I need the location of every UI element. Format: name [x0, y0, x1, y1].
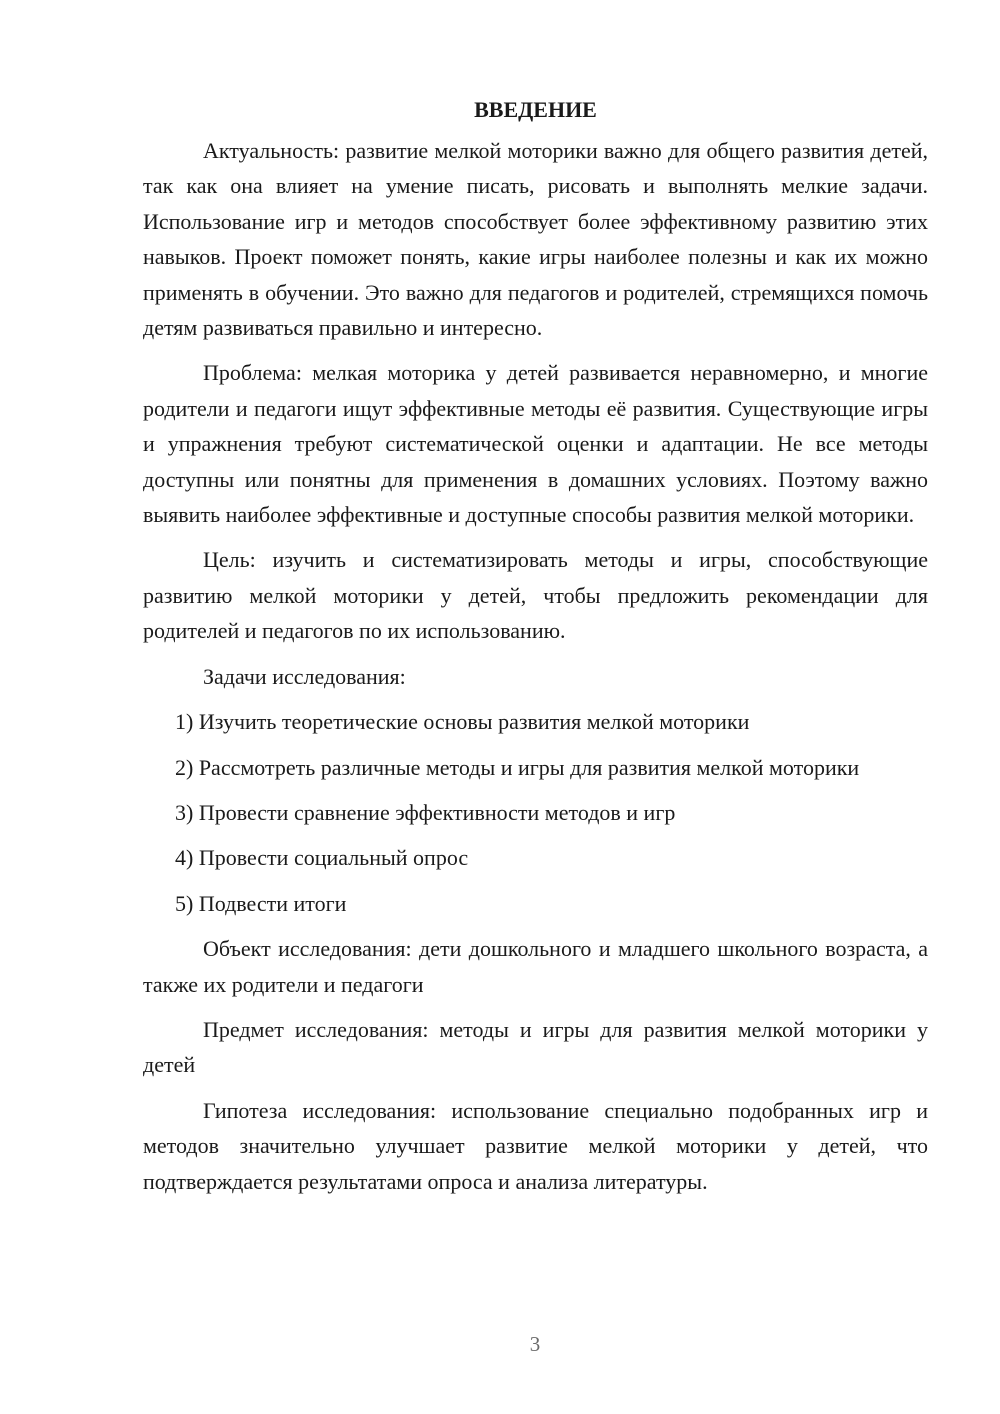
goal-paragraph: Цель: изучить и систематизировать методы и игры, способствующие развитию мелкой моторики у детей, чтобы предложить рекомендации для родителей и педагогов по их использованию. [143, 547, 928, 644]
relevance-paragraph: Актуальность: развитие мелкой моторики важно для общего развития детей, так как она влияет на умение писать, рисовать и выполнять мелкие задачи. Использование игр и методов способствует более эффективному развитию этих навыков. Проект поможет понять, какие игры наиболее полезны и как их можно применять в обучении. Это важно для педагогов и родителей, стремящихся помочь детям развиваться правильно и интересно. [143, 138, 928, 341]
section-title: ВВЕДЕНИЕ [474, 97, 597, 122]
task-item: 3) Провести сравнение эффективности методов и игр [175, 799, 676, 825]
task-item: 4) Провести социальный опрос [175, 845, 469, 871]
hypothesis-paragraph: Гипотеза исследования: использование специально подобранных игр и методов значительно улучшает развитие мелкой моторики у детей, что подтверждается результатами опроса и анализа литературы. [143, 1097, 928, 1194]
document-page [143, 92, 928, 1209]
object-paragraph: Объект исследования: дети дошкольного и младшего школьного возраста, а также их родители и педагоги [143, 936, 928, 997]
problem-paragraph: Проблема: мелкая моторика у детей развивается неравномерно, и многие родители и педагоги ищут эффективные методы её развития. Существующие игры и упражнения требуют систематической оценки и адаптации. Не все методы доступны или понятны для применения в домашних условиях. Поэтому важно выявить наиболее эффективные и доступные способы развития мелкой моторики. [143, 360, 928, 528]
page-number: 3 [529, 1332, 541, 1356]
task-item: 5) Подвести итоги [175, 890, 347, 916]
task-item: 2) Рассмотреть различные методы и игры для развития мелкой моторики [175, 754, 860, 780]
subject-paragraph: Предмет исследования: методы и игры для развития мелкой моторики у детей [143, 1016, 928, 1078]
task-item: 1) Изучить теоретические основы развития мелкой моторики [175, 709, 750, 735]
tasks-heading: Задачи исследования: [203, 663, 406, 689]
